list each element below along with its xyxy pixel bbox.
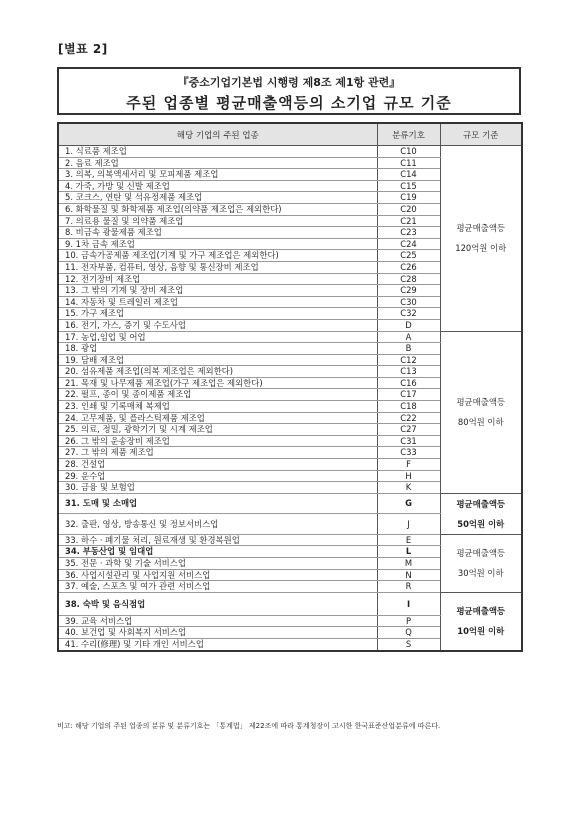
industry-cell: 13. 그 밖의 기계 및 장비 제조업 xyxy=(58,285,377,297)
title-box xyxy=(57,67,521,115)
industry-cell: 16. 전기, 가스, 증기 및 수도사업 xyxy=(58,319,377,331)
industry-cell: 37. 예술, 스포츠 및 여가 관련 서비스업 xyxy=(58,581,377,593)
code-cell: C28 xyxy=(377,273,440,285)
code-cell: C13 xyxy=(377,366,440,378)
code-cell: Q xyxy=(377,627,440,639)
code-cell: L xyxy=(377,546,440,558)
criterion-line: 평균매출액등 xyxy=(456,397,506,408)
industry-cell: 9. 1차 금속 제조업 xyxy=(58,238,377,250)
criterion-cell xyxy=(440,534,522,592)
code-cell: C19 xyxy=(377,192,440,204)
criterion-line: 30억원 이하 xyxy=(457,568,504,579)
criterion-line: 평균매출액등 xyxy=(456,223,506,234)
industry-cell: 28. 건설업 xyxy=(58,459,377,471)
code-cell: C16 xyxy=(377,377,440,389)
industry-cell: 29. 운수업 xyxy=(58,470,377,482)
criterion-line: 평균매출액등 xyxy=(456,498,506,509)
industry-cell: 40. 보건업 및 사회복지 서비스업 xyxy=(58,627,377,639)
industry-cell: 20. 섬유제품 제조업(의복 제조업은 제외한다) xyxy=(58,366,377,378)
code-cell: C29 xyxy=(377,285,440,297)
industry-cell: 25. 의료, 정밀, 광학기기 및 시계 제조업 xyxy=(58,424,377,436)
code-cell: C14 xyxy=(377,169,440,181)
criterion-line: 평균매출액등 xyxy=(456,606,506,617)
table-row xyxy=(58,534,522,546)
industry-cell: 33. 하수 · 폐기물 처리, 원료재생 및 환경복원업 xyxy=(58,534,377,546)
table-row xyxy=(58,331,522,343)
header-criterion: 규모 기준 xyxy=(440,123,522,146)
industry-cell: 2. 음료 제조업 xyxy=(58,157,377,169)
code-cell: F xyxy=(377,459,440,471)
header-code: 분류기호 xyxy=(377,123,440,146)
table-header-row xyxy=(58,123,522,146)
industry-cell: 1. 식료품 제조업 xyxy=(58,146,377,158)
industry-cell: 4. 가죽, 가방 및 신발 제조업 xyxy=(58,180,377,192)
industry-cell: 24. 고무제품, 및 플라스틱제품 제조업 xyxy=(58,412,377,424)
industry-cell: 35. 전문 · 과학 및 기술 서비스업 xyxy=(58,558,377,570)
code-cell: C11 xyxy=(377,157,440,169)
industry-cell: 19. 담배 제조업 xyxy=(58,354,377,366)
industry-cell: 10. 금속가공제품 제조업(기계 및 가구 제조업은 제외한다) xyxy=(58,250,377,262)
industry-cell: 27. 그 밖의 제품 제조업 xyxy=(58,447,377,459)
industry-cell: 22. 펄프, 종이 및 종이제품 제조업 xyxy=(58,389,377,401)
code-cell: C17 xyxy=(377,389,440,401)
criterion-cell xyxy=(440,331,522,493)
industry-cell: 26. 그 밖의 운송장비 제조업 xyxy=(58,435,377,447)
code-cell: C26 xyxy=(377,261,440,273)
table-body xyxy=(58,146,522,651)
code-cell: C30 xyxy=(377,296,440,308)
table-row xyxy=(58,146,522,158)
industry-cell: 23. 인쇄 및 기록매체 복제업 xyxy=(58,401,377,413)
page-title: 주된 업종별 평균매출액등의 소기업 규모 기준 xyxy=(126,94,452,112)
criterion-line: 80억원 이하 xyxy=(457,417,504,428)
industry-cell: 7. 의료용 물질 및 의약품 제조업 xyxy=(58,215,377,227)
code-cell: B xyxy=(377,343,440,355)
header-industry: 해당 기업의 주된 업종 xyxy=(58,123,377,146)
code-cell: C20 xyxy=(377,203,440,215)
code-cell: K xyxy=(377,482,440,494)
industry-cell: 11. 전자부품, 컴퓨터, 영상, 음향 및 통신장비 제조업 xyxy=(58,261,377,273)
industry-cell: 3. 의복, 의복액세서리 및 모피제품 제조업 xyxy=(58,169,377,181)
code-cell: C24 xyxy=(377,238,440,250)
code-cell: C18 xyxy=(377,401,440,413)
code-cell: C21 xyxy=(377,215,440,227)
code-cell: N xyxy=(377,569,440,581)
code-cell: C32 xyxy=(377,308,440,320)
code-cell: C23 xyxy=(377,227,440,239)
industry-cell: 38. 숙박 및 음식점업 xyxy=(58,592,377,615)
code-cell: M xyxy=(377,558,440,570)
industry-cell: 32. 출판, 영상, 방송통신 및 정보서비스업 xyxy=(58,514,377,535)
code-cell: R xyxy=(377,581,440,593)
industry-cell: 18. 광업 xyxy=(58,343,377,355)
industry-cell: 21. 목재 및 나무제품 제조업(가구 제조업은 제외한다) xyxy=(58,377,377,389)
table-row xyxy=(58,592,522,615)
industry-cell: 41. 수리(修理) 및 기타 개인 서비스업 xyxy=(58,638,377,650)
size-criteria-table xyxy=(57,122,523,652)
industry-cell: 15. 가구 제조업 xyxy=(58,308,377,320)
criterion-cell xyxy=(440,592,522,650)
industry-cell: 39. 교육 서비스업 xyxy=(58,615,377,627)
code-cell: C22 xyxy=(377,412,440,424)
code-cell: C31 xyxy=(377,435,440,447)
code-cell: C10 xyxy=(377,146,440,158)
code-cell: I xyxy=(377,592,440,615)
code-cell: E xyxy=(377,534,440,546)
code-cell: H xyxy=(377,470,440,482)
footnote: 비고: 해당 기업의 주된 업종의 분류 및 분류기호는 「통계법」 제22조에 따라 통계청장이 고시한 한국표준산업분류에 따른다. xyxy=(57,722,441,730)
industry-cell: 36. 사업시설관리 및 사업지원 서비스업 xyxy=(58,569,377,581)
code-cell: A xyxy=(377,331,440,343)
table-row xyxy=(58,493,522,514)
criterion-line: 50억원 이하 xyxy=(457,518,505,529)
code-cell: C33 xyxy=(377,447,440,459)
criterion-line: 10억원 이하 xyxy=(457,626,505,637)
criterion-cell xyxy=(440,146,522,332)
code-cell: G xyxy=(377,493,440,514)
code-cell: C12 xyxy=(377,354,440,366)
code-cell: J xyxy=(377,514,440,535)
criterion-line: 평균매출액등 xyxy=(456,548,506,559)
industry-cell: 30. 금융 및 보험업 xyxy=(58,482,377,494)
industry-cell: 12. 전기장비 제조업 xyxy=(58,273,377,285)
code-cell: S xyxy=(377,638,440,650)
criterion-line: 120억원 이하 xyxy=(455,243,507,254)
industry-cell: 5. 코크스, 연탄 및 석유정제품 제조업 xyxy=(58,192,377,204)
industry-cell: 31. 도매 및 소매업 xyxy=(58,493,377,514)
industry-cell: 8. 비금속 광물제품 제조업 xyxy=(58,227,377,239)
code-cell: C27 xyxy=(377,424,440,436)
code-cell: C15 xyxy=(377,180,440,192)
criterion-cell xyxy=(440,493,522,534)
code-cell: C25 xyxy=(377,250,440,262)
industry-cell: 6. 화학물질 및 화학제품 제조업(의약품 제조업은 제외한다) xyxy=(58,203,377,215)
title-subtitle: 『중소기업기본법 시행령 제8조 제1항 관련』 xyxy=(177,76,401,89)
code-cell: D xyxy=(377,319,440,331)
industry-cell: 17. 농업,임업 및 어업 xyxy=(58,331,377,343)
code-cell: P xyxy=(377,615,440,627)
industry-cell: 14. 자동차 및 트레일러 제조업 xyxy=(58,296,377,308)
appendix-label: [별표 2] xyxy=(58,42,108,56)
industry-cell: 34. 부동산업 및 임대업 xyxy=(58,546,377,558)
